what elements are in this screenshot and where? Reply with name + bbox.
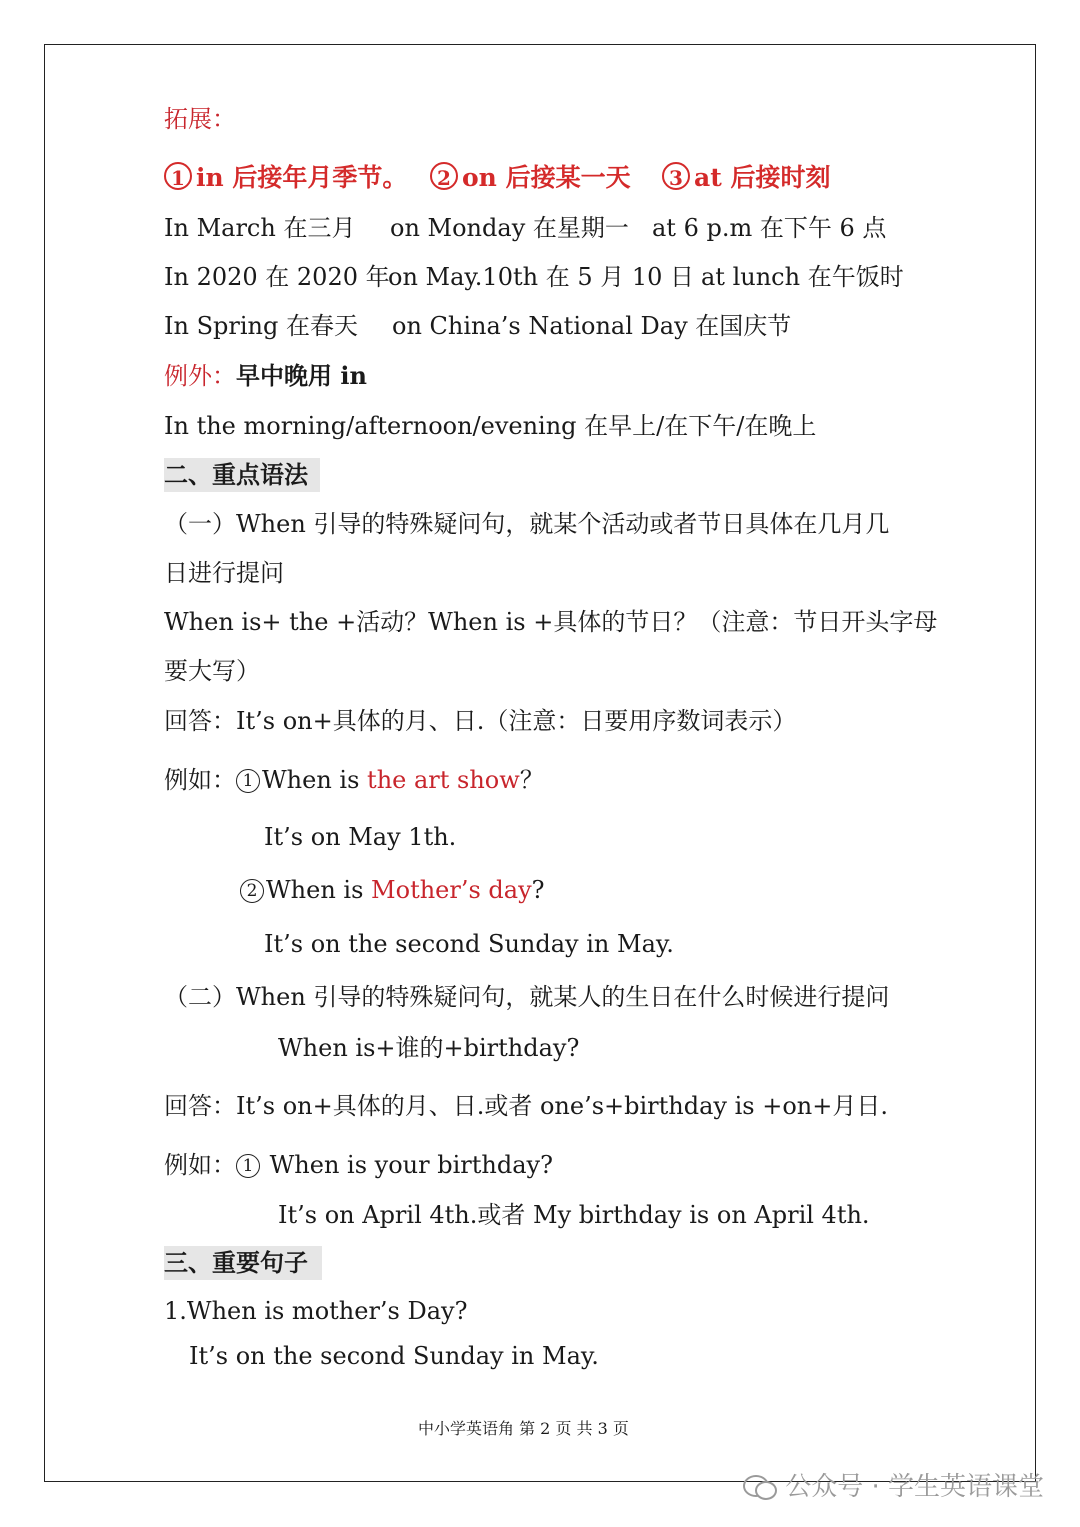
key-sentence-answer: It’s on the second Sunday in May. xyxy=(189,1342,599,1370)
wechat-icon xyxy=(743,1473,777,1499)
extension-label: 拓展： xyxy=(164,105,236,133)
example-row: In March 在三月 on Monday 在星期一 at 6 p.m 在下午 6 点 xyxy=(164,214,887,242)
rule-in: 1 in 后接年月季节。 xyxy=(164,162,407,193)
example-answer: It’s on the second Sunday in May. xyxy=(264,930,674,958)
example-question: 例如： 1 When is the art show？ xyxy=(164,766,544,794)
rule-at: 3 at 后接时刻 xyxy=(662,162,830,193)
grammar-answer: 回答：It’s on+具体的月、日.（注意：日要用序数词表示） xyxy=(164,707,797,735)
grammar-pattern: When is+谁的+birthday? xyxy=(278,1034,580,1062)
page-footer: 中小学英语角 第 2 页 共 3 页 xyxy=(418,1419,629,1438)
example-answer: It’s on May 1th. xyxy=(264,823,457,851)
circled-number: 2 xyxy=(430,162,458,190)
exception-line: 例外：早中晚用 in xyxy=(164,361,367,390)
circled-number: 1 xyxy=(236,769,260,793)
circled-number: 1 xyxy=(164,162,192,190)
section-heading: 三、重要句子 xyxy=(164,1246,322,1280)
grammar-intro-cont: 日进行提问 xyxy=(164,559,284,587)
circled-number: 1 xyxy=(236,1154,260,1178)
grammar-pattern-cont: 要大写） xyxy=(164,657,260,685)
watermark: 公众号 · 学生英语课堂 xyxy=(743,1466,1044,1503)
key-sentence-question: 1.When is mother’s Day? xyxy=(164,1297,468,1325)
preposition-rules xyxy=(164,162,924,196)
circled-number: 2 xyxy=(240,879,264,903)
example-row: In 2020 在 2020 年 on May.10th 在 5 月 10 日 at lunch 在午饭时 xyxy=(164,263,904,291)
grammar-pattern: When is+ the +活动？When is +具体的节日？（注意：节日开头字母 xyxy=(164,608,938,636)
section-heading: 二、重点语法 xyxy=(164,458,320,492)
example-question: 2 When is Mother’s day? xyxy=(240,875,545,905)
example-row: In Spring 在春天 on China’s National Day 在国庆节 xyxy=(164,312,792,340)
grammar-intro: （一）When 引导的特殊疑问句，就某个活动或者节日具体在几月几 xyxy=(164,510,890,538)
example-question: 例如： 1 When is your birthday? xyxy=(164,1151,553,1179)
grammar-intro: （二）When 引导的特殊疑问句，就某人的生日在什么时候进行提问 xyxy=(164,983,890,1011)
grammar-answer: 回答：It’s on+具体的月、日.或者 one’s+birthday is +on+月日. xyxy=(164,1092,888,1120)
example-answer: It’s on April 4th.或者 My birthday is on April 4th. xyxy=(278,1201,870,1229)
rule-on: 2 on 后接某一天 xyxy=(430,162,631,193)
exception-example: In the morning/afternoon/evening 在早上/在下午/在晚上 xyxy=(164,412,817,440)
circled-number: 3 xyxy=(662,162,690,190)
